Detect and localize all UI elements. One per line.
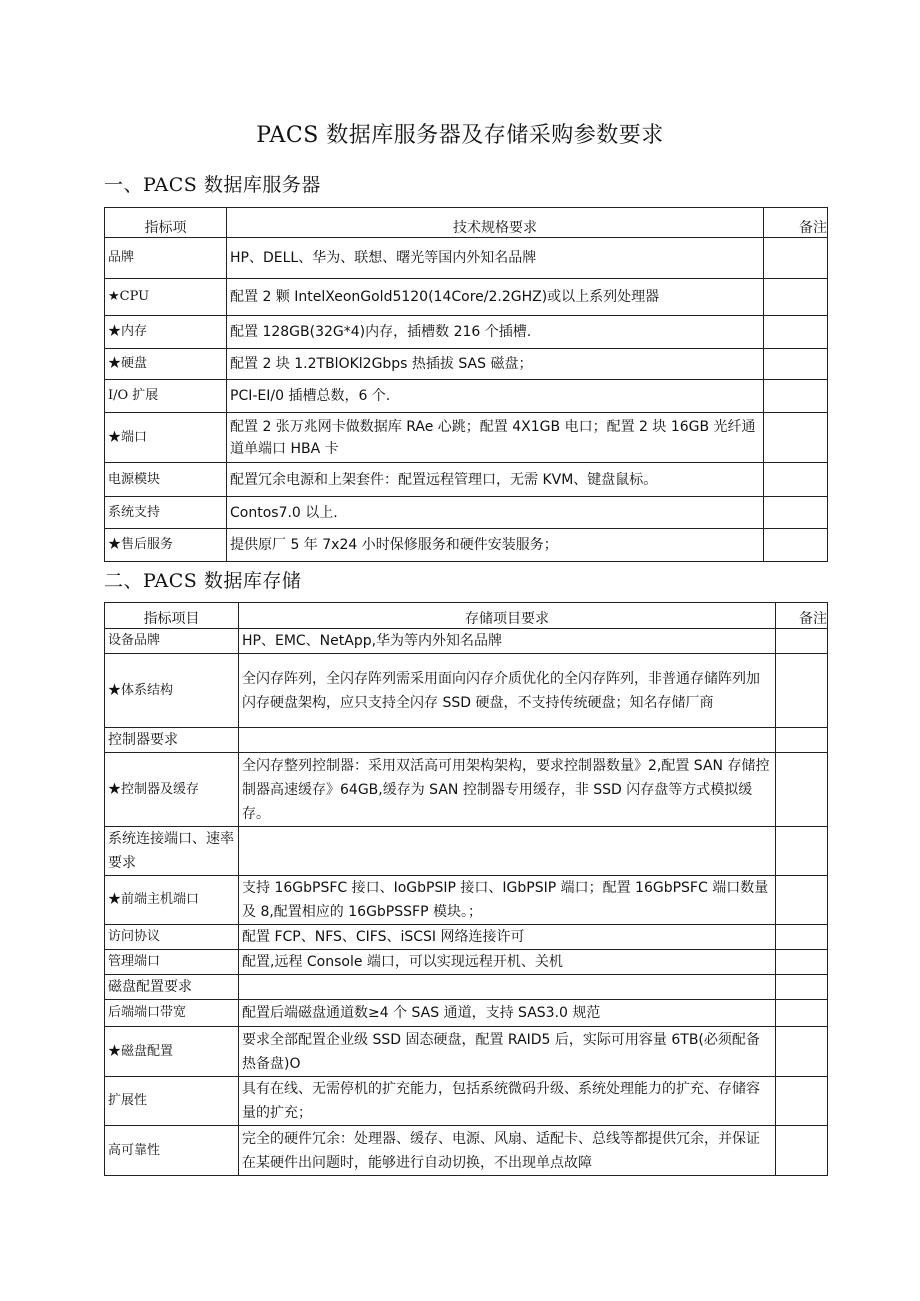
row-item: ★前端主机端口 <box>105 876 239 925</box>
row-requirement: 支持 16GbPSFC 接口、IoGbPSIP 接口、IGbPSIP 端口；配置 16GbPSFC 端口数量及 8,配置相应的 16GbPSSFP 模块。； <box>239 876 776 925</box>
table-row <box>105 1077 828 1126</box>
table-row <box>105 463 828 497</box>
row-requirement <box>239 728 776 753</box>
row-requirement: 全闪存整列控制器：采用双活高可用架构架构，要求控制器数量》2,配置 SAN 存储控制器高速缓存》64GB,缓存为 SAN 控制器专用缓存，非 SSD 闪存盘等方式模拟缓存。 <box>239 753 776 827</box>
row-requirement: 完全的硬件冗余：处理器、缓存、电源、风扇、适配卡、总线等都提供冗余，并保证在某硬件出问题时，能够进行自动切换，不出现单点故障 <box>239 1126 776 1176</box>
row-item: ★体系结构 <box>105 654 239 728</box>
table-row <box>105 925 828 950</box>
table-row <box>105 629 828 654</box>
row-item: 访问协议 <box>105 925 239 950</box>
row-requirement <box>239 827 776 876</box>
row-note <box>764 279 828 316</box>
row-item: 后端端口带宽 <box>105 1000 239 1027</box>
row-item: 系统支持 <box>105 497 227 529</box>
row-note <box>764 380 828 413</box>
row-requirement: Contos7.0 以上. <box>227 497 764 529</box>
row-requirement: 全闪存阵列，全闪存阵列需采用面向闪存介质优化的全闪存阵列，非普通存储阵列加闪存硬盘架构，应只支持全闪存 SSD 硬盘，不支持传统硬盘；知名存储厂商 <box>239 654 776 728</box>
table-row <box>105 279 828 316</box>
row-item: ★内存 <box>105 316 227 349</box>
row-item: 高可靠性 <box>105 1126 239 1176</box>
table-row <box>105 1000 828 1027</box>
row-requirement <box>239 975 776 1000</box>
header-indicator: 指标项 <box>105 208 227 238</box>
page-title: PACS 数据库服务器及存储采购参数要求 <box>256 123 664 148</box>
row-requirement: 配置 2 张万兆网卡做数据库 RAe 心跳；配置 4X1GB 电口；配置 2 块 16GB 光纤通道单端口 HBA 卡 <box>227 413 764 463</box>
row-item: I/O 扩展 <box>105 380 227 413</box>
row-requirement: 配置 2 块 1.2TBlOKl2Gbps 热插拔 SAS 磁盘； <box>227 349 764 380</box>
table-row <box>105 728 828 753</box>
row-item: 系统连接端口、速率要求 <box>105 827 239 876</box>
row-note <box>776 654 828 728</box>
storage-spec-table <box>104 602 828 1176</box>
row-item: ★端口 <box>105 413 227 463</box>
row-requirement: 配置冗余电源和上架套件：配置远程管理口，无需 KVM、键盘鼠标。 <box>227 463 764 497</box>
header-note: 备注 <box>764 208 828 238</box>
section-heading-storage: 二、PACS 数据库存储 <box>104 570 302 592</box>
row-note <box>776 629 828 654</box>
row-note <box>776 1077 828 1126</box>
row-item: 电源模块 <box>105 463 227 497</box>
row-note <box>764 529 828 562</box>
row-requirement: HP、EMC、NetApp,华为等内外知名品牌 <box>239 629 776 654</box>
row-item: ★控制器及缓存 <box>105 753 239 827</box>
table-row <box>105 1126 828 1176</box>
row-requirement: 配置 2 颗 IntelXeonGold5120(14Core/2.2GHZ)或以上系列处理器 <box>227 279 764 316</box>
table-row <box>105 654 828 728</box>
row-note <box>776 1000 828 1027</box>
server-spec-table <box>104 207 828 562</box>
row-item: 品牌 <box>105 238 227 279</box>
row-requirement: 提供原厂 5 年 7x24 小时保修服务和硬件安装服务； <box>227 529 764 562</box>
row-item: 管理端口 <box>105 950 239 975</box>
row-note <box>764 463 828 497</box>
row-item: 磁盘配置要求 <box>105 975 239 1000</box>
row-note <box>764 349 828 380</box>
table-row <box>105 238 828 279</box>
table-row <box>105 497 828 529</box>
row-note <box>776 827 828 876</box>
row-item: ★硬盘 <box>105 349 227 380</box>
header-note: 备注 <box>776 603 828 629</box>
row-note <box>776 925 828 950</box>
row-note <box>764 497 828 529</box>
row-note <box>764 413 828 463</box>
row-note <box>776 876 828 925</box>
section-heading-server: 一、PACS 数据库服务器 <box>104 174 321 196</box>
row-requirement: 配置 FCP、NFS、CIFS、iSCSI 网络连接许可 <box>239 925 776 950</box>
table-row <box>105 380 828 413</box>
row-requirement: 具有在线、无需停机的扩充能力，包括系统微码升级、系统处理能力的扩充、存储容量的扩充； <box>239 1077 776 1126</box>
row-requirement: PCI-EI/0 插槽总数，6 个. <box>227 380 764 413</box>
table-row <box>105 827 828 876</box>
table-row <box>105 975 828 1000</box>
row-requirement: HP、DELL、华为、联想、曙光等国内外知名品牌 <box>227 238 764 279</box>
row-note <box>764 316 828 349</box>
table-row <box>105 349 828 380</box>
row-note <box>776 1027 828 1077</box>
table-row <box>105 753 828 827</box>
row-note <box>776 975 828 1000</box>
table-row <box>105 1027 828 1077</box>
row-item: ★售后服务 <box>105 529 227 562</box>
row-note <box>776 728 828 753</box>
row-note <box>776 950 828 975</box>
row-requirement: 配置 128GB(32G*4)内存，插槽数 216 个插槽. <box>227 316 764 349</box>
row-item: ★CPU <box>105 279 227 316</box>
header-indicator: 指标项目 <box>105 603 239 629</box>
table-row <box>105 876 828 925</box>
row-note <box>776 753 828 827</box>
row-item: 扩展性 <box>105 1077 239 1126</box>
row-note <box>776 1126 828 1176</box>
row-note <box>764 238 828 279</box>
table-row <box>105 529 828 562</box>
table-row <box>105 413 828 463</box>
table-row <box>105 316 828 349</box>
row-requirement: 配置后端磁盘通道数≥4 个 SAS 通道，支持 SAS3.0 规范 <box>239 1000 776 1027</box>
header-requirement: 存储项目要求 <box>239 603 776 629</box>
table-row <box>105 950 828 975</box>
row-item: 控制器要求 <box>105 728 239 753</box>
header-spec: 技术规格要求 <box>227 208 764 238</box>
row-item: ★磁盘配置 <box>105 1027 239 1077</box>
row-requirement: 要求全部配置企业级 SSD 固态硬盘，配置 RAID5 后，实际可用容量 6TB(必须配备热备盘)O <box>239 1027 776 1077</box>
row-item: 设备品牌 <box>105 629 239 654</box>
row-requirement: 配置,远程 Console 端口，可以实现远程开机、关机 <box>239 950 776 975</box>
